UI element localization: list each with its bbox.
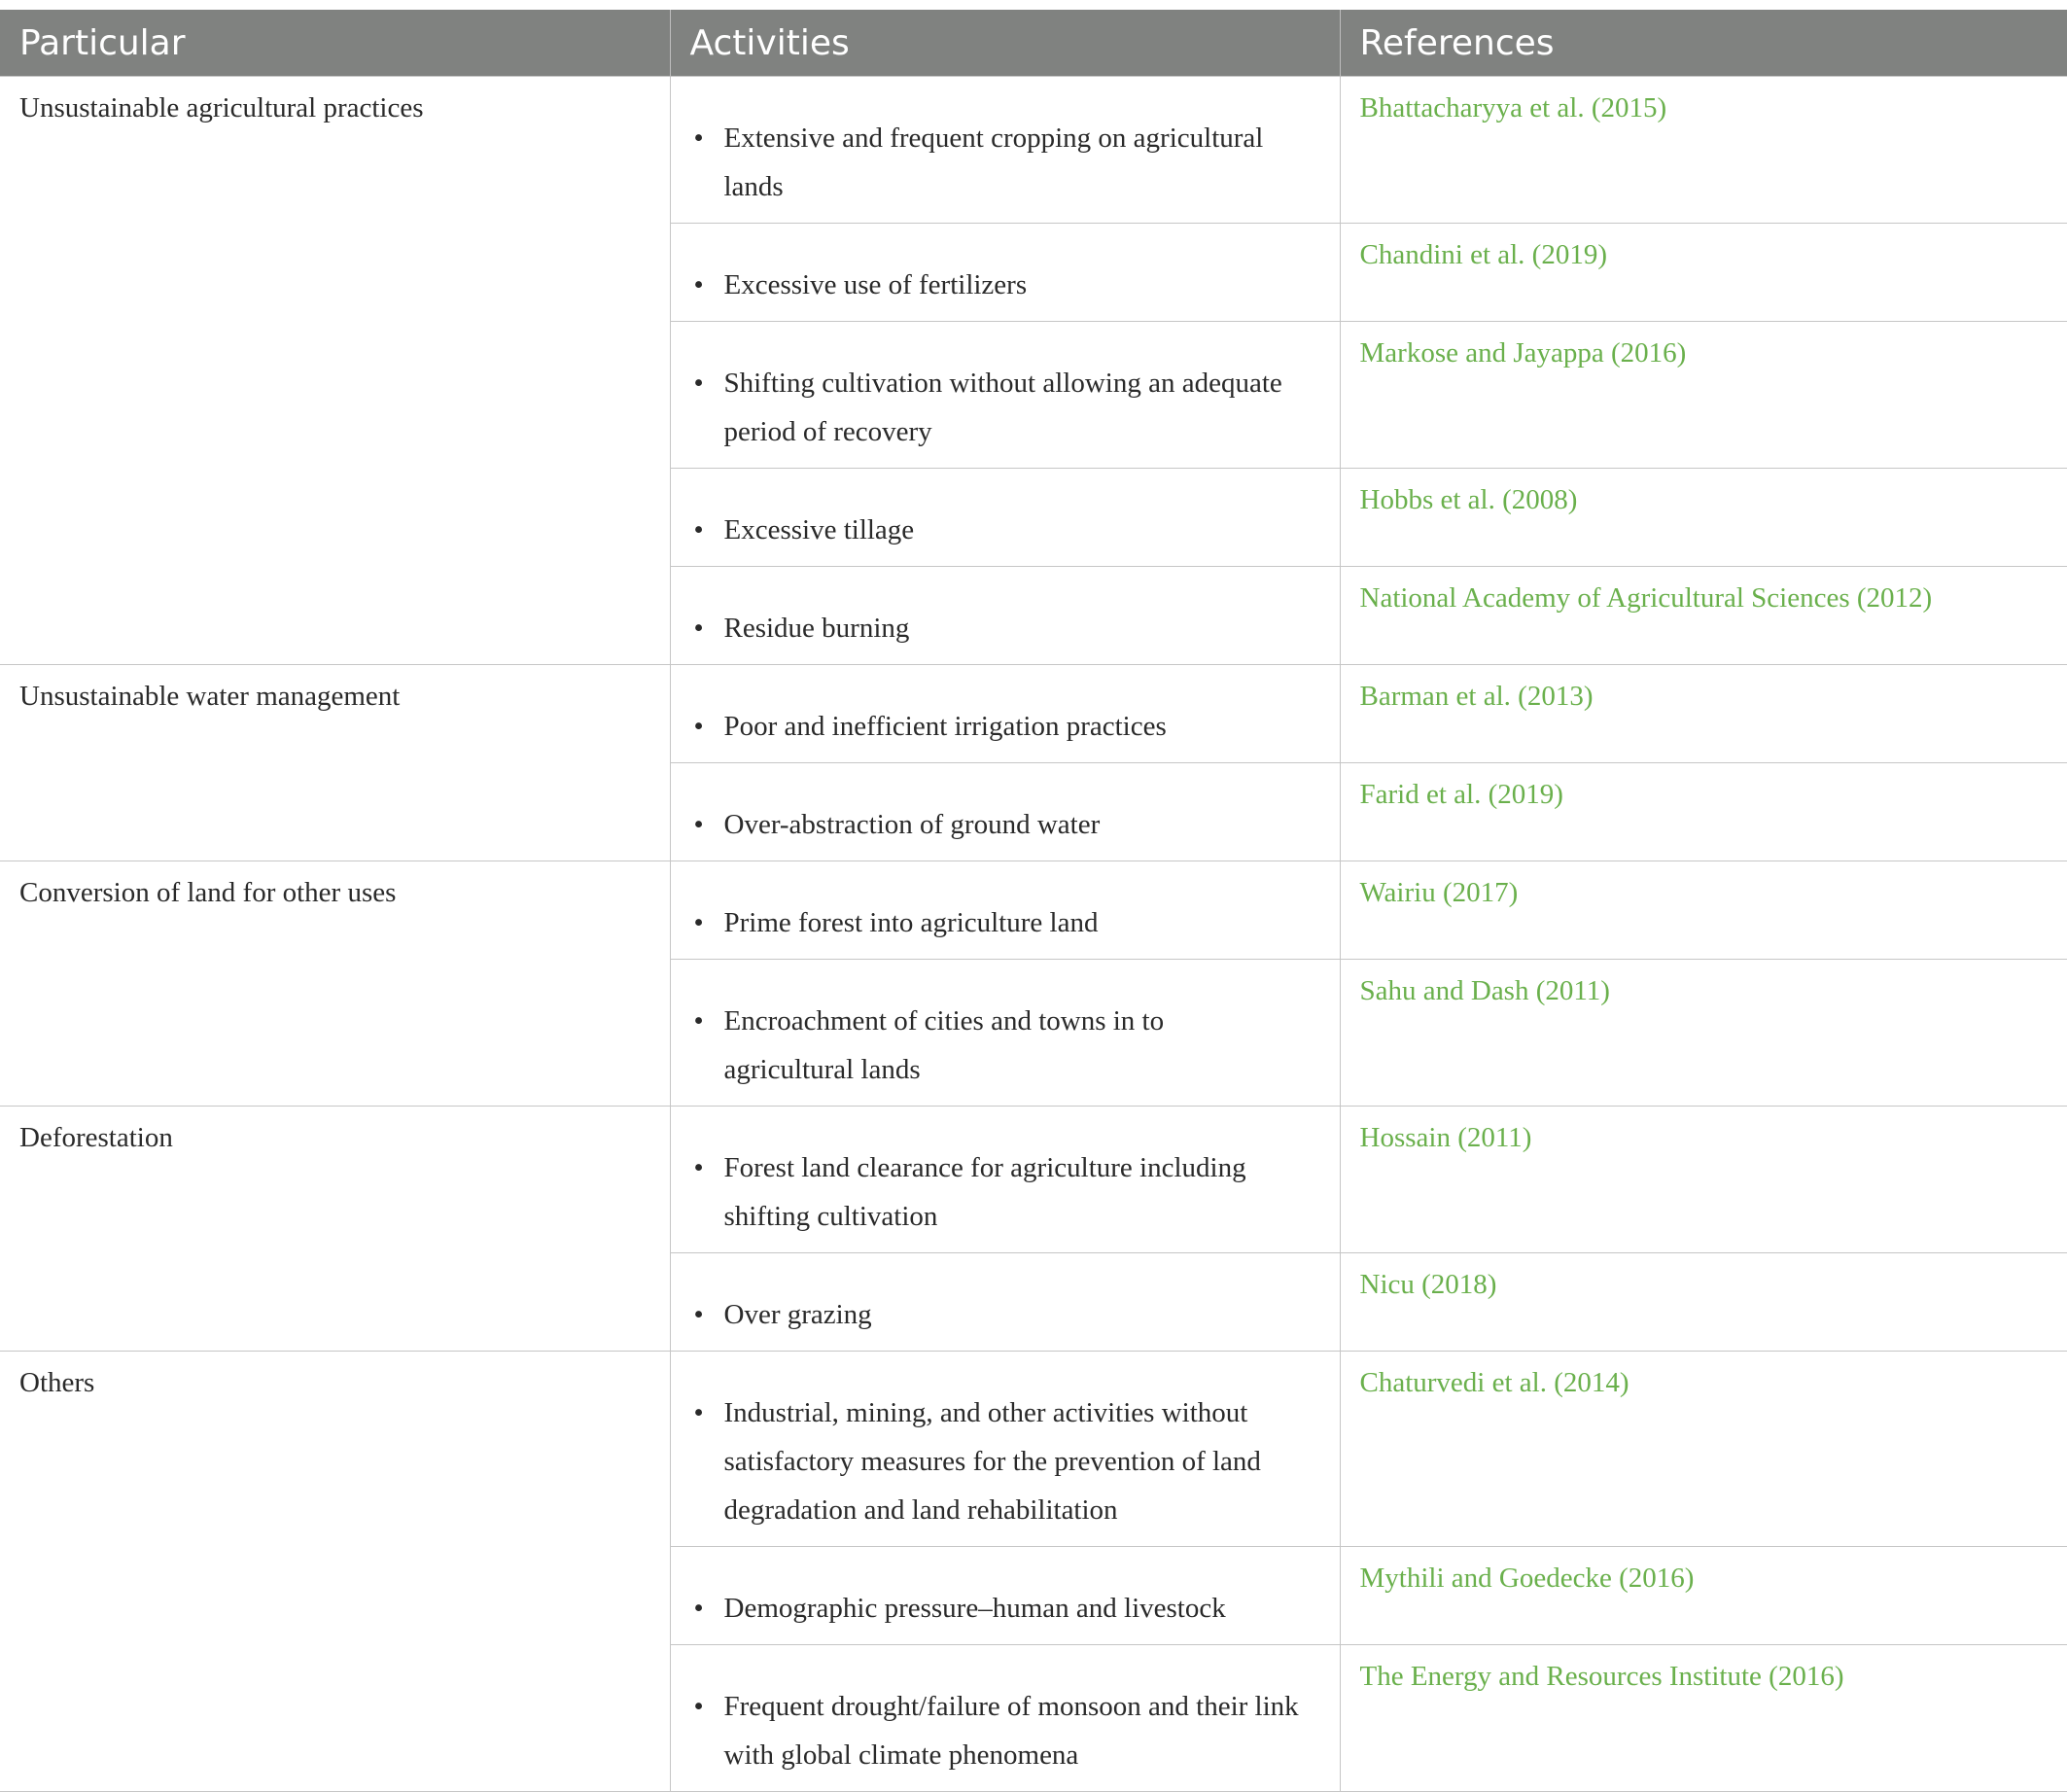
- header-activities: Activities: [670, 10, 1340, 77]
- reference-cell[interactable]: [1340, 567, 2067, 665]
- activity-cell: [670, 763, 1340, 861]
- reference-cell[interactable]: [1340, 322, 2067, 469]
- reference-link[interactable]: Barman et al. (2013): [1359, 681, 1594, 712]
- bullet-icon: •: [693, 1299, 704, 1330]
- activity-cell: [670, 1107, 1340, 1253]
- reference-link[interactable]: Wairiu (2017): [1359, 877, 1519, 908]
- activity-cell: [670, 224, 1340, 322]
- reference-cell[interactable]: [1340, 1107, 2067, 1253]
- reference-cell[interactable]: [1340, 960, 2067, 1107]
- activity-cell: [670, 567, 1340, 665]
- activity-cell: [670, 1547, 1340, 1645]
- table-row: [0, 77, 2067, 224]
- reference-link[interactable]: Hobbs et al. (2008): [1359, 484, 1578, 515]
- reference-link[interactable]: Sahu and Dash (2011): [1359, 975, 1610, 1006]
- header-references: References: [1340, 10, 2067, 77]
- reference-cell[interactable]: [1340, 1352, 2067, 1547]
- bullet-icon: •: [693, 123, 704, 154]
- bullet-icon: •: [693, 907, 704, 938]
- table-row: [0, 665, 2067, 763]
- activity-text: Excessive tillage: [723, 514, 915, 545]
- particular-label: Unsustainable agricultural practices: [19, 92, 424, 123]
- activity-cell: [670, 469, 1340, 567]
- activity-text: Demographic pressure–human and livestock: [723, 1593, 1226, 1624]
- bullet-icon: •: [693, 368, 704, 399]
- reference-cell[interactable]: [1340, 1253, 2067, 1352]
- bullet-icon: •: [693, 711, 704, 742]
- particular-label: Conversion of land for other uses: [19, 877, 397, 908]
- activity-text: Forest land clearance for agriculture including shifting cultivation: [723, 1152, 1246, 1232]
- activity-cell: [670, 77, 1340, 224]
- activity-cell: [670, 1645, 1340, 1792]
- bullet-icon: •: [693, 613, 704, 644]
- reference-cell[interactable]: [1340, 77, 2067, 224]
- activity-text: Excessive use of fertilizers: [723, 269, 1028, 300]
- activity-text: Extensive and frequent cropping on agricultural lands: [723, 123, 1264, 202]
- particular-cell: [0, 1352, 670, 1792]
- bullet-icon: •: [693, 1397, 704, 1428]
- particular-label: Unsustainable water management: [19, 681, 401, 712]
- bullet-icon: •: [693, 1691, 704, 1722]
- activity-cell: [670, 665, 1340, 763]
- activity-text: Residue burning: [723, 613, 910, 644]
- reference-link[interactable]: Markose and Jayappa (2016): [1359, 337, 1687, 369]
- reference-cell[interactable]: [1340, 224, 2067, 322]
- reference-link[interactable]: Mythili and Goedecke (2016): [1359, 1563, 1695, 1594]
- bullet-icon: •: [693, 269, 704, 300]
- activity-text: Poor and inefficient irrigation practices: [723, 711, 1167, 742]
- table-row: [0, 861, 2067, 960]
- activity-cell: [670, 1352, 1340, 1547]
- activity-cell: [670, 1253, 1340, 1352]
- particular-cell: [0, 861, 670, 1107]
- reference-link[interactable]: Bhattacharyya et al. (2015): [1359, 92, 1667, 123]
- activity-text: Industrial, mining, and other activities without satisfactory measures for the prevention of land degradation and land rehabilitation: [723, 1397, 1261, 1526]
- reference-link[interactable]: Chaturvedi et al. (2014): [1359, 1367, 1629, 1398]
- reference-cell[interactable]: [1340, 1645, 2067, 1792]
- reference-cell[interactable]: [1340, 469, 2067, 567]
- bullet-icon: •: [693, 1593, 704, 1624]
- activity-text: Shifting cultivation without allowing an adequate period of recovery: [723, 368, 1282, 447]
- activity-cell: [670, 322, 1340, 469]
- activity-text: Over-abstraction of ground water: [723, 809, 1101, 840]
- particular-cell: [0, 1107, 670, 1352]
- activity-text: Encroachment of cities and towns in to agricultural lands: [723, 1005, 1165, 1085]
- activity-text: Over grazing: [723, 1299, 872, 1330]
- particular-cell: [0, 665, 670, 861]
- particular-cell: [0, 77, 670, 665]
- activity-cell: [670, 960, 1340, 1107]
- reference-link[interactable]: Chandini et al. (2019): [1359, 239, 1608, 270]
- activity-text: Frequent drought/failure of monsoon and their link with global climate phenomena: [723, 1691, 1299, 1771]
- bullet-icon: •: [693, 809, 704, 840]
- reference-cell[interactable]: [1340, 861, 2067, 960]
- particular-label: Deforestation: [19, 1122, 173, 1153]
- header-particular: Particular: [0, 10, 670, 77]
- table-row: [0, 1352, 2067, 1547]
- bullet-icon: •: [693, 514, 704, 545]
- bullet-icon: •: [693, 1005, 704, 1037]
- particular-label: Others: [19, 1367, 95, 1398]
- reference-link[interactable]: Nicu (2018): [1359, 1269, 1497, 1300]
- activity-text: Prime forest into agriculture land: [723, 907, 1099, 938]
- degradation-table: [0, 10, 2067, 1792]
- reference-link[interactable]: Farid et al. (2019): [1359, 779, 1563, 810]
- reference-cell[interactable]: [1340, 1547, 2067, 1645]
- bullet-icon: •: [693, 1152, 704, 1183]
- table-row: [0, 1107, 2067, 1253]
- reference-cell[interactable]: [1340, 665, 2067, 763]
- reference-link[interactable]: National Academy of Agricultural Sciences (2012): [1359, 582, 1933, 614]
- activity-cell: [670, 861, 1340, 960]
- header-row: [0, 10, 2067, 77]
- reference-link[interactable]: The Energy and Resources Institute (2016): [1359, 1661, 1844, 1692]
- reference-link[interactable]: Hossain (2011): [1359, 1122, 1532, 1153]
- reference-cell[interactable]: [1340, 763, 2067, 861]
